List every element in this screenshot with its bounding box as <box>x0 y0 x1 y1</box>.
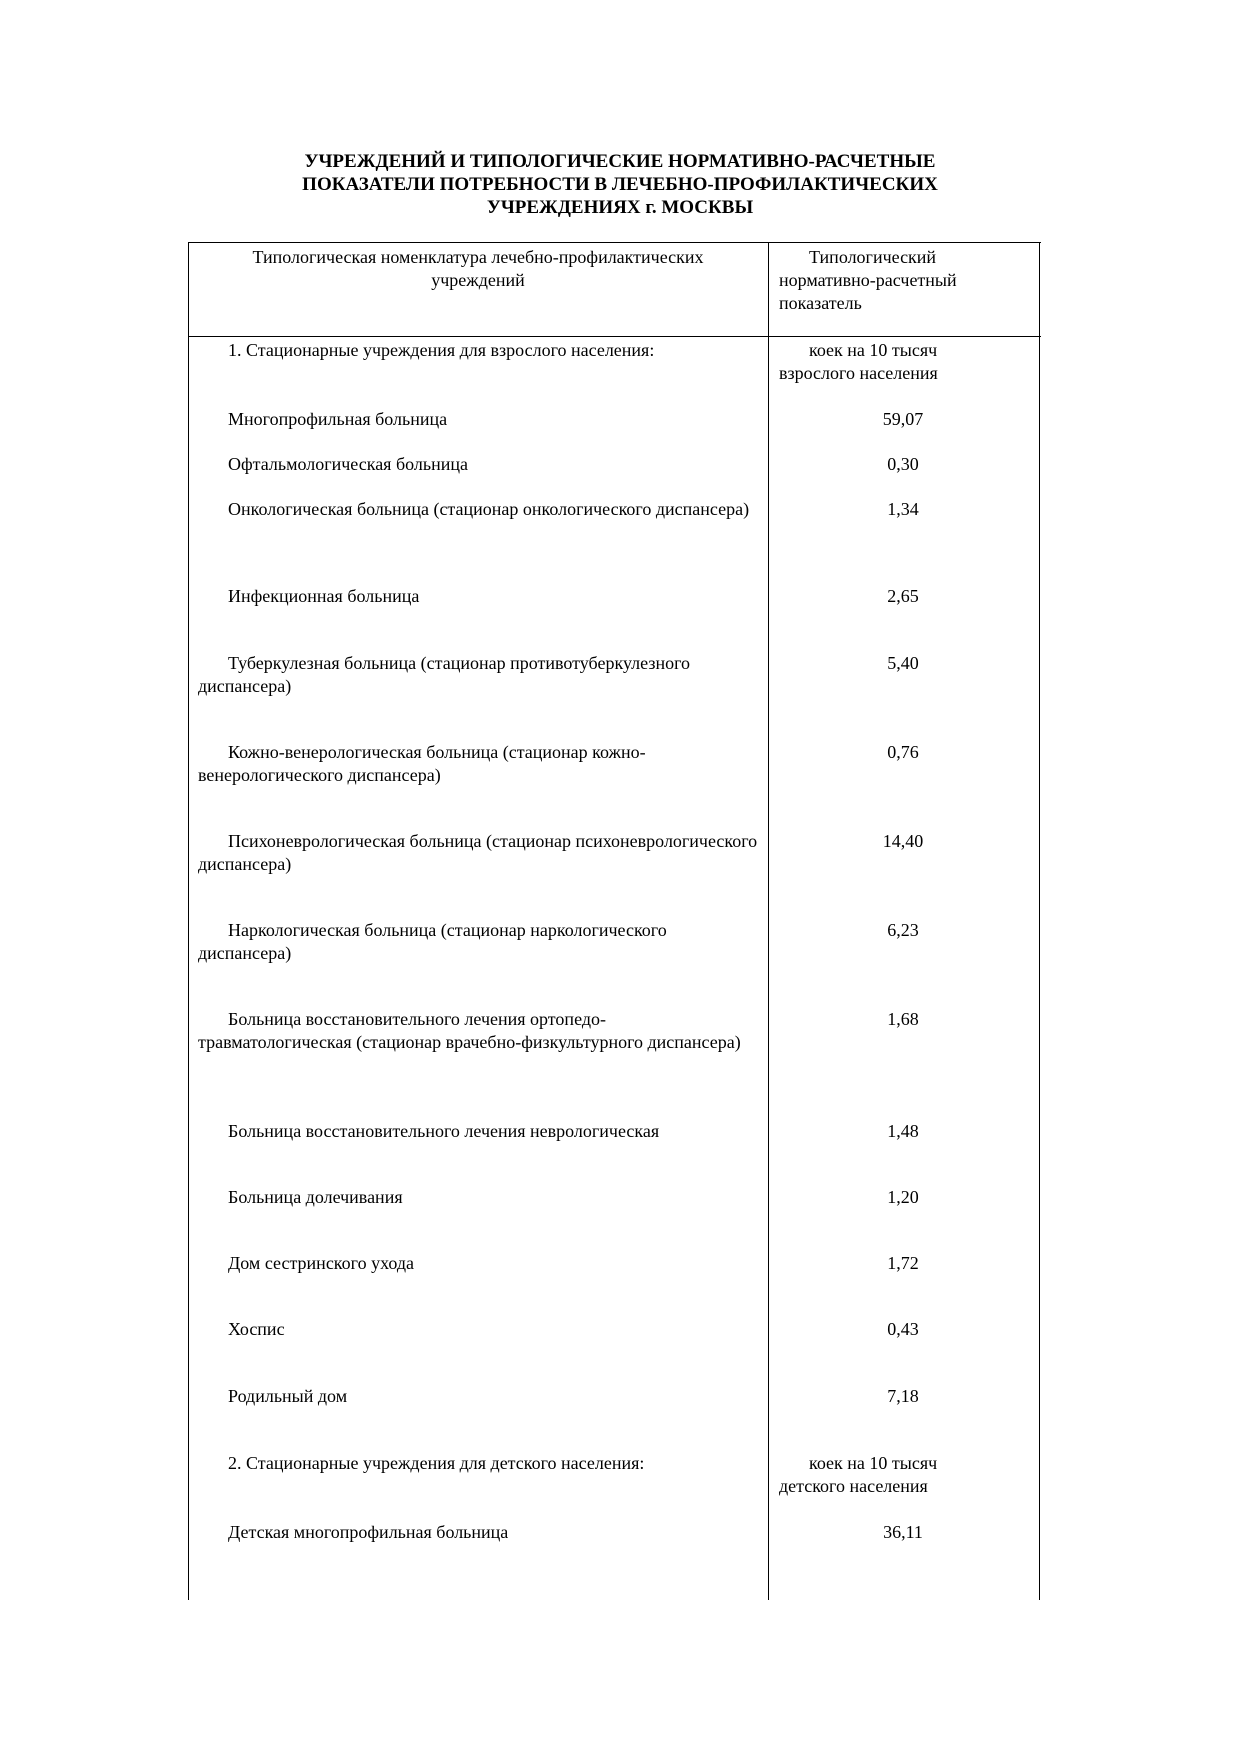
table-column-divider <box>768 242 769 1600</box>
unit-line-2: детского населения <box>779 1476 928 1496</box>
table-row-value: 1,34 <box>887 499 919 519</box>
table-row-value: 1,20 <box>887 1187 919 1207</box>
table-row-value: 0,43 <box>887 1319 919 1339</box>
table-row-value: 36,11 <box>883 1522 923 1542</box>
table-row-value: 2,65 <box>887 586 919 606</box>
section-unit-children <box>779 1452 1029 1498</box>
table-left-border <box>188 242 189 404</box>
table-row-name: Психоневрологическая больница (стационар психоневрологического диспансера) <box>198 831 758 874</box>
table-right-border-lower <box>1039 404 1040 1600</box>
table-row-value: 0,76 <box>887 742 919 762</box>
table-row-name: Хоспис <box>228 1319 285 1339</box>
table-row-value: 6,23 <box>887 920 919 940</box>
document-title <box>220 150 1020 219</box>
table-row-name: Родильный дом <box>228 1386 348 1406</box>
title-line-1: УЧРЕЖДЕНИЙ И ТИПОЛОГИЧЕСКИЕ НОРМАТИВНО-РАСЧЕТНЫЕ <box>304 151 936 172</box>
section-heading-adult: 1. Стационарные учреждения для взрослого населения: <box>228 340 655 360</box>
section-heading-children: 2. Стационарные учреждения для детского населения: <box>228 1453 645 1473</box>
title-line-2: ПОКАЗАТЕЛИ ПОТРЕБНОСТИ В ЛЕЧЕБНО-ПРОФИЛАКТИЧЕСКИХ <box>302 174 938 195</box>
unit-line-1: коек на 10 тысяч <box>809 340 938 360</box>
table-row-value: 14,40 <box>882 831 924 851</box>
table-row-name: Больница долечивания <box>228 1187 403 1207</box>
table-row-name: Кожно-венерологическая больница (стационар кожно-венерологического диспансера) <box>198 742 646 785</box>
table-row-value: 1,72 <box>887 1253 919 1273</box>
table-row-value: 1,48 <box>887 1121 919 1141</box>
title-line-3: УЧРЕЖДЕНИЯХ г. МОСКВЫ <box>486 197 754 218</box>
table-row-value: 0,30 <box>887 454 919 474</box>
table-row-name: Инфекционная больница <box>228 586 420 606</box>
table-row-value: 7,18 <box>887 1386 919 1406</box>
table-top-border <box>188 242 1041 243</box>
table-row-value: 5,40 <box>887 653 919 673</box>
header-left-line-2: учреждений <box>431 270 525 290</box>
table-row-name: Многопрофильная больница <box>228 409 448 429</box>
header-right-line-2: нормативно-расчетный <box>779 270 957 290</box>
section-unit-adult <box>779 339 1029 385</box>
table-row-name: Больница восстановительного лечения неврологическая <box>228 1121 660 1141</box>
table-row-name: Дом сестринского ухода <box>228 1253 415 1273</box>
table-row-value: 59,07 <box>882 409 924 429</box>
table-row-name: Туберкулезная больница (стационар противотуберкулезного диспансера) <box>198 653 691 696</box>
header-left-line-1: Типологическая номенклатура лечебно-профилактических <box>252 247 704 267</box>
unit-line-1: коек на 10 тысяч <box>809 1453 938 1473</box>
table-row-name: Наркологическая больница (стационар наркологического диспансера) <box>198 920 667 963</box>
table-row-name: Детская многопрофильная больница <box>228 1522 509 1542</box>
unit-line-2: взрослого населения <box>779 363 938 383</box>
header-right-line-3: показатель <box>779 293 862 313</box>
table-row-name: Офтальмологическая больница <box>228 454 468 474</box>
table-header-indicator <box>779 246 1029 315</box>
table-header-nomenclature <box>200 246 756 292</box>
table-header-border <box>188 336 1041 337</box>
header-right-line-1: Типологический <box>809 247 937 267</box>
table-row-value: 1,68 <box>887 1009 919 1029</box>
table-right-border <box>1039 242 1040 404</box>
table-left-border-lower <box>188 404 189 1600</box>
table-row-name: Больница восстановительного лечения ортопедо-травматологическая (стационар врачебно-физкультурного диспансера) <box>198 1009 741 1052</box>
table-row-name: Онкологическая больница (стационар онкологического диспансера) <box>228 499 750 519</box>
